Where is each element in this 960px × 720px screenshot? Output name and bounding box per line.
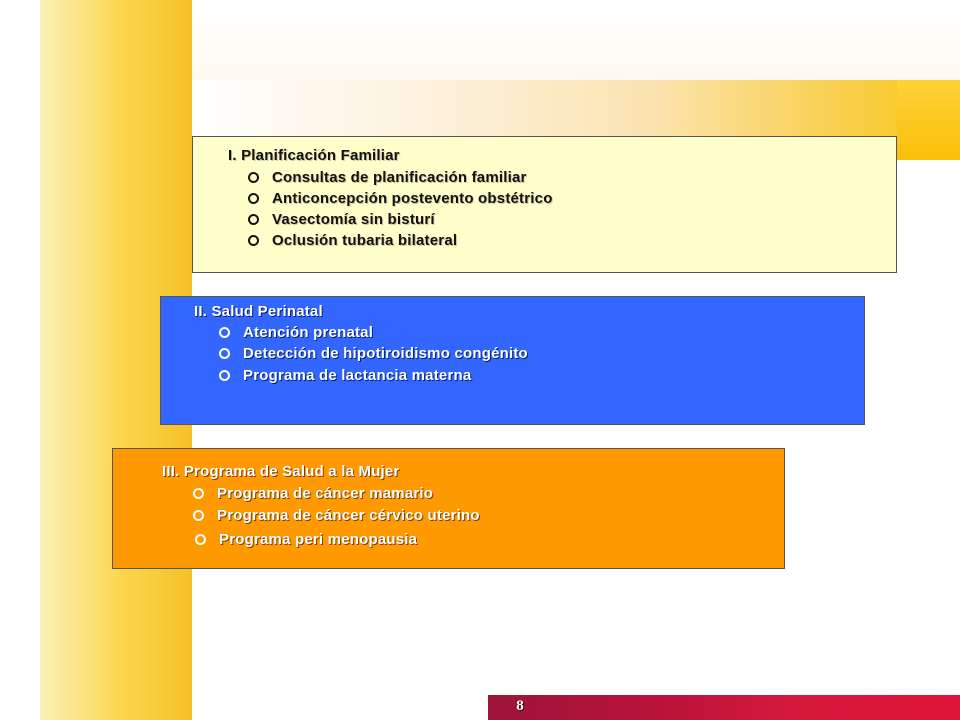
list-item-label: Consultas de planificación familiar [272, 169, 527, 186]
bottom-footer-bar [488, 695, 960, 720]
list-item [193, 507, 480, 524]
circle-bullet-icon [219, 348, 230, 359]
section-planificacion-familiar [192, 136, 897, 273]
page-number: 8 [516, 698, 524, 714]
list-item-label: Vasectomía sin bisturí [272, 211, 435, 228]
list-item-label: Programa de cáncer cérvico uterino [217, 507, 480, 524]
circle-bullet-icon [219, 327, 230, 338]
section-title: III. Programa de Salud a la Mujer [162, 463, 400, 480]
top-background-band [192, 0, 960, 80]
circle-bullet-icon [219, 370, 230, 381]
list-item [193, 485, 433, 502]
list-item-label: Oclusión tubaria bilateral [272, 232, 458, 249]
section-salud-perinatal [160, 296, 865, 425]
circle-bullet-icon [193, 488, 204, 499]
list-item-label: Atención prenatal [243, 324, 374, 341]
section-salud-mujer [112, 448, 785, 569]
list-item-label: Anticoncepción postevento obstétrico [272, 190, 553, 207]
circle-bullet-icon [193, 510, 204, 521]
right-accent-square [897, 80, 960, 160]
circle-bullet-icon [248, 235, 259, 246]
circle-bullet-icon [248, 172, 259, 183]
list-item [219, 324, 373, 341]
list-item-label: Detección de hipotiroidismo congénito [243, 345, 528, 362]
section-title: I. Planificación Familiar [228, 147, 400, 164]
circle-bullet-icon [248, 214, 259, 225]
list-item [219, 345, 528, 362]
list-item [248, 190, 553, 207]
list-item [248, 232, 457, 249]
circle-bullet-icon [248, 193, 259, 204]
section-title: II. Salud Perinatal [194, 303, 323, 320]
list-item [248, 211, 435, 228]
list-item [248, 169, 527, 186]
list-item [195, 531, 417, 548]
list-item-label: Programa peri menopausia [219, 531, 418, 548]
circle-bullet-icon [195, 534, 206, 545]
list-item-label: Programa de cáncer mamario [217, 485, 434, 502]
list-item [219, 367, 471, 384]
list-item-label: Programa de lactancia materna [243, 367, 472, 384]
